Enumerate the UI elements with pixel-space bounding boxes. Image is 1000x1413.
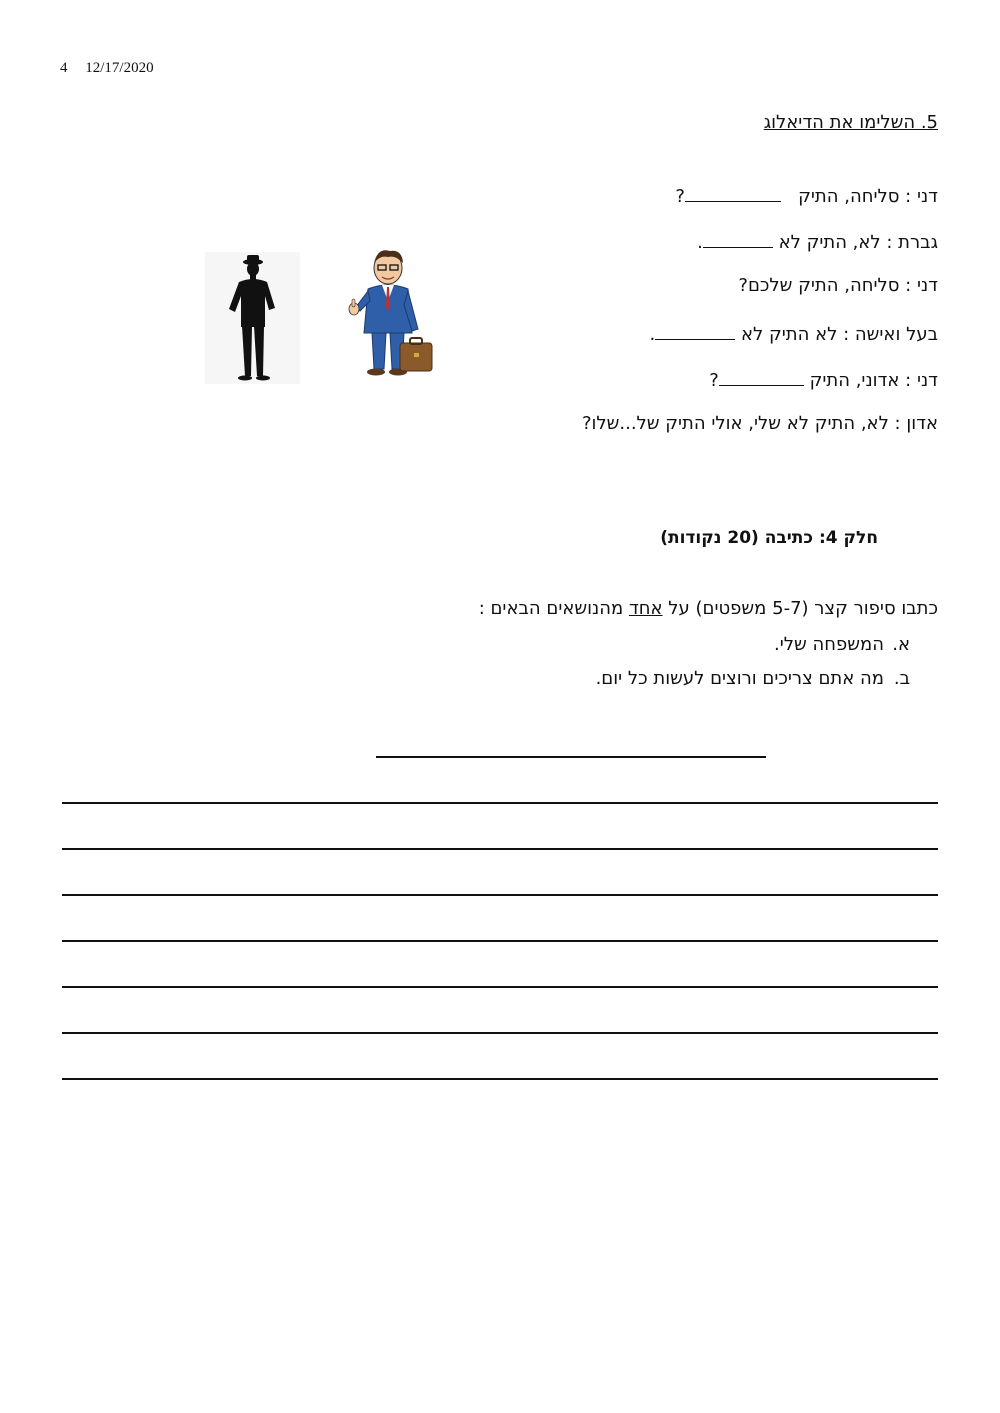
prompt-underlined-word: אחד (628, 598, 663, 619)
section-4-title: חלק 4: כתיבה (20 נקודות) (660, 528, 878, 548)
answer-blank[interactable] (703, 229, 773, 248)
topic-item-1 (774, 634, 910, 655)
writing-line[interactable] (62, 894, 938, 896)
writing-line[interactable] (62, 940, 938, 942)
writing-line-short[interactable] (376, 756, 766, 758)
writing-line[interactable] (62, 1032, 938, 1034)
answer-blank[interactable] (685, 183, 781, 202)
dialogue-line-6: אדון : לא, התיק לא שלי, אולי התיק של...שלו? (581, 413, 938, 434)
topic-text: המשפחה שלי. (774, 634, 884, 655)
line-text: סליחה, התיק שלכם? (738, 275, 900, 296)
answer-blank[interactable] (719, 367, 804, 386)
exercise-title: 5. השלימו את הדיאלוג (763, 112, 938, 133)
speaker: גברת (898, 232, 938, 253)
speaker: אדון (906, 413, 938, 434)
writing-line[interactable] (62, 986, 938, 988)
topic-marker: ב. (893, 668, 910, 689)
page-date: 12/17/2020 (85, 60, 154, 76)
topic-text: מה אתם צריכים ורוצים לעשות כל יום. (595, 668, 884, 689)
speaker: דני (916, 370, 938, 391)
silhouette-man-illustration (205, 252, 300, 384)
answer-blank[interactable] (655, 321, 735, 340)
topic-item-2 (596, 668, 910, 689)
prompt-text-start: כתבו סיפור קצר (5-7 משפטים) על (662, 598, 938, 619)
dialogue-line-1: דני : סליחה, התיק ? (675, 183, 938, 207)
speaker: דני (916, 186, 938, 207)
line-text: לא התיק לא (741, 324, 838, 345)
writing-prompt (479, 598, 938, 619)
speaker: דני (916, 275, 938, 296)
page-number: 4 (60, 60, 68, 76)
topic-marker: א. (892, 634, 910, 655)
line-text: סליחה, התיק (798, 186, 900, 207)
line-end: ? (709, 370, 719, 391)
line-text: לא, התיק לא שלי, אולי התיק של...שלו? (581, 413, 889, 434)
page-header (60, 60, 168, 77)
writing-line[interactable] (62, 848, 938, 850)
line-end: . (649, 324, 656, 345)
line-end: . (697, 232, 703, 253)
prompt-text-end: מהנושאים הבאים : (478, 598, 629, 619)
dialogue-line-2: גברת : לא, התיק לא . (697, 229, 938, 253)
writing-line[interactable] (62, 1078, 938, 1080)
dialogue-line-3: דני : סליחה, התיק שלכם? (738, 275, 938, 296)
line-end: ? (675, 186, 685, 207)
dialogue-line-5: דני : אדוני, התיק ? (709, 367, 938, 391)
speaker: בעל ואישה (854, 324, 938, 345)
businessman-illustration (338, 245, 438, 383)
line-text: אדוני, התיק (809, 370, 900, 391)
writing-line[interactable] (62, 802, 938, 804)
line-text: לא, התיק לא (778, 232, 881, 253)
dialogue-line-4: בעל ואישה : לא התיק לא . (650, 321, 938, 345)
